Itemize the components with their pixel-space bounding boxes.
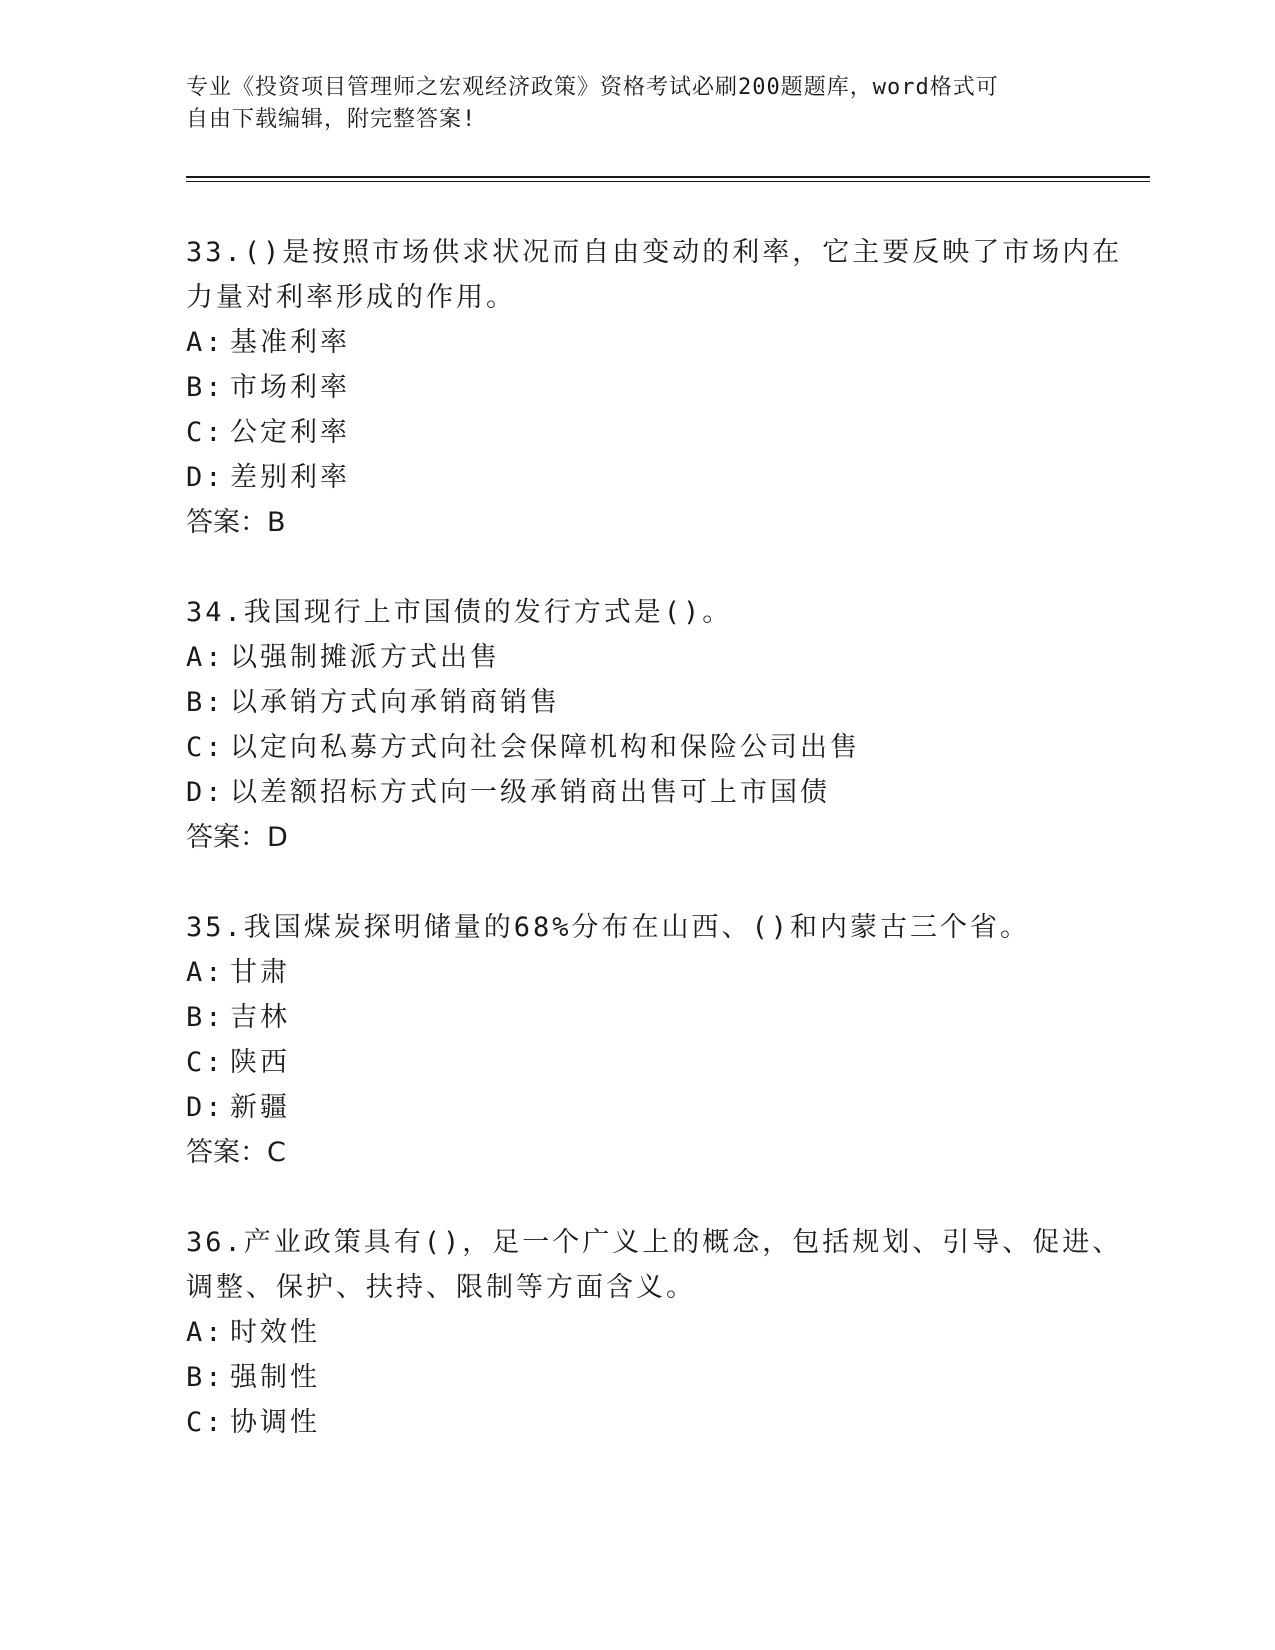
answer-option — [186, 680, 1136, 725]
option-letter: C: — [186, 732, 225, 763]
option-text: 公定利率 — [230, 417, 350, 448]
question-block — [186, 905, 1136, 1175]
option-letter: C: — [186, 1407, 225, 1438]
answer-option — [186, 770, 1136, 815]
header-line-1: 专业《投资项目管理师之宏观经济政策》资格考试必刷200题题库，word格式可 — [186, 75, 999, 100]
answer-option — [186, 950, 1136, 995]
answer-option — [186, 1310, 1136, 1355]
question-text: 36.产业政策具有()，足一个广义上的概念，包括规划、引导、促进、 — [186, 1227, 1123, 1258]
option-letter: C: — [186, 1047, 225, 1078]
document-header — [186, 72, 1066, 136]
answer-option — [186, 725, 1136, 770]
option-text: 协调性 — [230, 1407, 320, 1438]
option-text: 时效性 — [230, 1317, 320, 1348]
option-text: 基准利率 — [230, 327, 350, 358]
option-letter: B: — [186, 687, 225, 718]
option-letter: D: — [186, 777, 225, 808]
option-text: 陕西 — [230, 1047, 290, 1078]
question-text: 33.()是按照市场供求状况而自由变动的利率，它主要反映了市场内在 — [186, 237, 1123, 268]
option-text: 市场利率 — [230, 372, 350, 403]
option-text: 以差额招标方式向一级承销商出售可上市国债 — [230, 777, 830, 808]
option-letter: A: — [186, 957, 225, 988]
option-text: 甘肃 — [230, 957, 290, 988]
option-text: 强制性 — [230, 1362, 320, 1393]
answer-option — [186, 1040, 1136, 1085]
answer-option — [186, 635, 1136, 680]
answer-option — [186, 1400, 1136, 1445]
question-block — [186, 230, 1136, 545]
answer-key: 答案：D — [186, 822, 288, 853]
question-text: 调整、保护、扶持、限制等方面含义。 — [186, 1272, 696, 1303]
option-letter: B: — [186, 1362, 225, 1393]
option-letter: D: — [186, 462, 225, 493]
option-text: 吉林 — [230, 1002, 290, 1033]
answer-key: 答案：C — [186, 1137, 286, 1168]
option-text: 以定向私募方式向社会保障机构和保险公司出售 — [230, 732, 860, 763]
answer-option — [186, 455, 1136, 500]
question-text: 35.我国煤炭探明储量的68%分布在山西、()和内蒙古三个省。 — [186, 912, 1031, 943]
option-letter: C: — [186, 417, 225, 448]
answer-option — [186, 995, 1136, 1040]
option-letter: A: — [186, 327, 225, 358]
question-text: 34.我国现行上市国债的发行方式是()。 — [186, 597, 733, 628]
header-divider-thick — [186, 176, 1150, 178]
answer-option — [186, 320, 1136, 365]
question-block — [186, 1220, 1136, 1445]
question-text: 力量对利率形成的作用。 — [186, 282, 516, 313]
option-text: 以强制摊派方式出售 — [230, 642, 500, 673]
question-block — [186, 590, 1136, 860]
answer-option — [186, 1355, 1136, 1400]
option-text: 新疆 — [230, 1092, 290, 1123]
answer-key: 答案：B — [186, 507, 286, 538]
header-divider-thin — [186, 181, 1150, 182]
option-letter: B: — [186, 1002, 225, 1033]
option-text: 以承销方式向承销商销售 — [230, 687, 560, 718]
option-letter: B: — [186, 372, 225, 403]
option-letter: A: — [186, 642, 225, 673]
header-line-2: 自由下载编辑，附完整答案! — [186, 107, 477, 132]
answer-option — [186, 410, 1136, 455]
option-text: 差别利率 — [230, 462, 350, 493]
option-letter: D: — [186, 1092, 225, 1123]
answer-option — [186, 365, 1136, 410]
question-list — [186, 230, 1136, 1490]
answer-option — [186, 1085, 1136, 1130]
option-letter: A: — [186, 1317, 225, 1348]
